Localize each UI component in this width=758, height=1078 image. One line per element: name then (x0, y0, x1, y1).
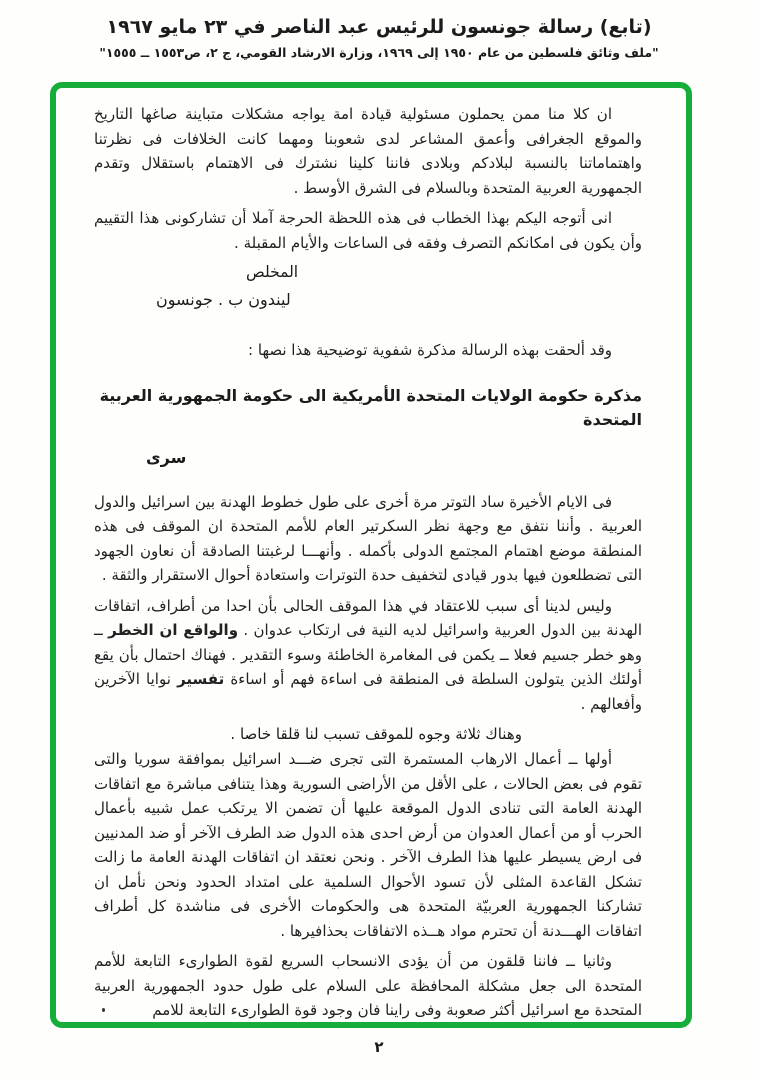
letter-paragraph-address: انى أتوجه اليكم بهذا الخطاب فى هذه اللحظة الحرجة آملا أن تشاركونى هذا التقييم وأن يكون فى امكانكم التصرف وفقه فى الساعات والأيام المقبلة . (94, 209, 642, 252)
memo-paragraph-tension: فى الايام الأخيرة ساد التوتر مرة أخرى على طول خطوط الهدنة بين اسرائيل والدول العربية . وأننا نتفق مع وجهة نظر السكرتير العام للأمم المتحدة ان الموقف فى هذه المنطقة موضع اهتمام المجتمع الدولى بأكمله . وأنهـــا لرغبتنا الصادقة أن نعاون الجهود التى تضطلعون فيها بدور قيادى لتخفيف حدة التوترات واستعادة أحوال الاستقرار والثقة . (94, 492, 642, 584)
scan-artifact-speck (102, 1008, 105, 1012)
letter-closing: المخلص (246, 263, 299, 281)
letter-signature: ليندون ب . جونسون (156, 290, 291, 309)
memo-concern-line: وهناك ثلاثة وجوه للموقف تسبب لنا قلقا خاصا . (230, 725, 522, 743)
document-source-citation: "ملف وثائق فلسطين من عام ١٩٥٠ إلى ١٩٦٩، وزارة الارشاد القومي، ج ٢، ص١٥٥٣ ــ ١٥٥٥" (99, 45, 659, 60)
memo-paragraph-risk: وليس لدينا أى سبب للاعتقاد في هذا الموقف الحالى بأن احدا من أطراف، اتفاقات الهدنة بين الدول العربية واسرائيل لديه النية فى ارتكاب عدوان . والواقع ان الخطر ــ وهو خطر جسيم فعلا ــ يكمن فى المغامرة الخاطئة وسوء التقدير . فهناك احتمال بأن يقع أولئك الذين يتولون السلطة فى المنطقة فى اساءة فهم أو اساءة تفسير نوايا الآخرين وأفعالهم . (94, 596, 642, 713)
memo-heading: مذكرة حكومة الولايات المتحدة الأمريكية الى حكومة الجمهورية العربية المتحدة (99, 385, 642, 429)
memo-paragraph-second-concern: وثانيا ــ فاننا قلقون من أن يؤدى الانسحاب السريع لقوة الطوارىء التابعة للأمم المتحدة الى جعل مشكلة المحافظة على السلام على طول حدود الجمهورية العربية المتحدة مع اسرائيل أكثر صعوبة وفى راينا فان وجود قوة الطوارىء التابعة للامم (94, 952, 642, 1019)
letter-paragraph-responsibility: ان كلا منا ممن يحملون مسئولية قيادة امة يواجه مشكلات متباينة صاغها التاريخ والموقع الجغرافى وأعمق المشاعر لدى شعوبنا ومهما كانت الخلافات فى نظرتنا واهتماماتنا بالنسبة لبلادكم وبلادى فاننا كلينا نشترك فى الاهتمام باستقلال وتقدم الجمهورية العربية المتحدة وبالسلام فى الشرق الأوسط . (94, 105, 642, 197)
attachment-note: وقد ألحقت بهذه الرسالة مذكرة شفوية توضيحية هذا نصها : (248, 341, 612, 359)
document-title: (تابع) رسالة جونسون للرئيس عبد الناصر في ٢٣ مايو ١٩٦٧ (106, 16, 652, 38)
page-number: ٢ (374, 1038, 384, 1056)
memo-paragraph-first-concern: أولها ــ أعمال الارهاب المستمرة التى تجرى ضـــد اسرائيل بموافقة سوريا والتى تقوم فى بعض الحالات ، على الأقل من الأراضى السورية وهذا يتنافى مباشرة مع اتفاقات الهدنة العامة التى تنادى الدول الموقعة عليها أن تضمن الا يرتكب عمل شبيه بأعمال الحرب أو من أعمال العدوان من أرض احدى هذه الدول ضد الطرف الآخر أو ضد المدنيين فى ارض يسيطر عليها هذا الطرف الآخر . ونحن نعتقد ان اتفاقات الهدنة العامة ما زالت تشكل القاعدة المثلى لأن تسود الأحوال السلمية على امتداد الحدود ونحن نأمل ان تشاركنا الجمهورية العربيّة المتحدة هى والحكومات الأخرى فى مناشدة كل أطراف اتفاقات الهـــدنة أن تحترم مواد هــذه الاتفاقات بحذافيرها . (94, 750, 642, 940)
document-frame (50, 82, 692, 1028)
classification-label: سرى (146, 447, 187, 467)
document-header (0, 16, 758, 60)
